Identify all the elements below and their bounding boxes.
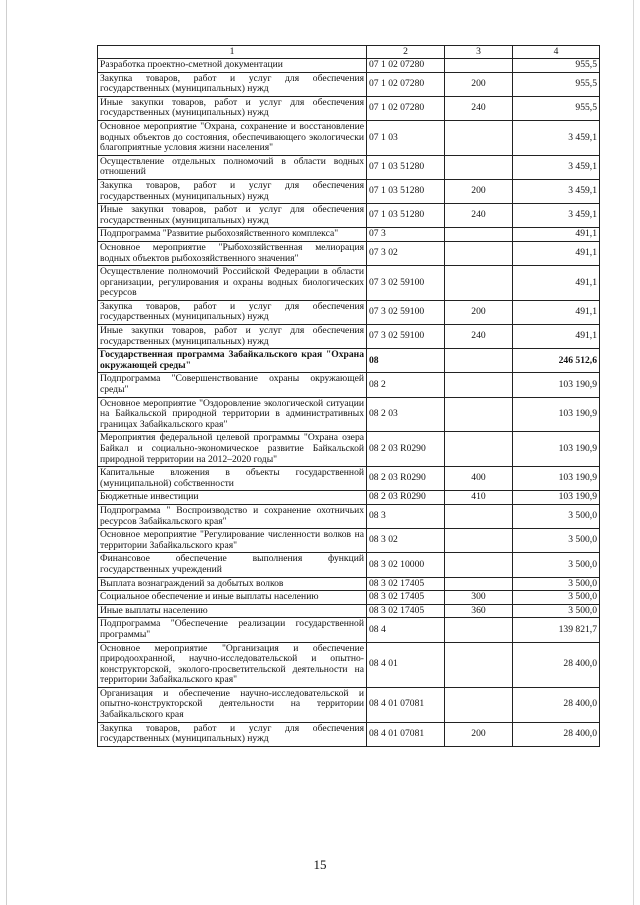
row-code: 07 1 03 51280	[367, 179, 445, 203]
header-col-1: 1	[98, 46, 367, 59]
row-amount: 103 190,9	[513, 397, 600, 432]
row-code: 07 1 02 07280	[367, 59, 445, 73]
header-row	[98, 46, 600, 59]
row-code: 08 2 03	[367, 397, 445, 432]
row-code: 08 4 01 07081	[367, 722, 445, 746]
table-row	[98, 241, 600, 265]
row-name: Подпрограмма "Обеспечение реализации государственной программы"	[98, 618, 367, 642]
row-code: 08 4 01 07081	[367, 687, 445, 722]
row-code: 08 3	[367, 504, 445, 528]
table-row	[98, 529, 600, 553]
row-amount: 491,1	[513, 300, 600, 324]
row-code: 08 4	[367, 618, 445, 642]
scan-edge-left	[6, 0, 7, 905]
row-name: Иные выплаты населению	[98, 604, 367, 618]
page-number: 15	[313, 857, 327, 872]
row-type	[445, 553, 513, 577]
row-amount: 3 500,0	[513, 504, 600, 528]
row-type	[445, 642, 513, 687]
row-code: 08	[367, 349, 445, 373]
row-type	[445, 155, 513, 179]
table-row	[98, 373, 600, 397]
row-name: Иные закупки товаров, работ и услуг для обеспечения государственных (муниципальных) нужд	[98, 204, 367, 228]
table-row	[98, 397, 600, 432]
row-name: Закупка товаров, работ и услуг для обеспечения государственных (муниципальных) нужд	[98, 72, 367, 96]
row-type: 360	[445, 604, 513, 618]
row-name: Подпрограмма "Совершенствование охраны окружающей среды"	[98, 373, 367, 397]
row-type	[445, 577, 513, 591]
row-amount: 491,1	[513, 228, 600, 242]
row-code: 07 1 03	[367, 120, 445, 155]
row-amount: 3 500,0	[513, 529, 600, 553]
row-name: Подпрограмма "Развитие рыбохозяйственного комплекса"	[98, 228, 367, 242]
row-type	[445, 120, 513, 155]
scan-edge-right	[633, 0, 634, 905]
table-row	[98, 179, 600, 203]
row-code: 07 1 02 07280	[367, 96, 445, 120]
row-amount: 3 500,0	[513, 553, 600, 577]
row-type: 200	[445, 72, 513, 96]
header-col-2: 2	[367, 46, 445, 59]
row-type: 410	[445, 491, 513, 505]
row-name: Основное мероприятие "Рыбохозяйственная мелиорация водных объектов рыбохозяйственного значения"	[98, 241, 367, 265]
row-amount: 491,1	[513, 325, 600, 349]
table-row	[98, 325, 600, 349]
row-amount: 3 459,1	[513, 204, 600, 228]
table-row	[98, 120, 600, 155]
row-amount: 103 190,9	[513, 467, 600, 491]
row-amount: 491,1	[513, 266, 600, 301]
row-amount: 3 500,0	[513, 577, 600, 591]
row-name: Социальное обеспечение и иные выплаты населению	[98, 591, 367, 605]
table-row	[98, 504, 600, 528]
row-type: 300	[445, 591, 513, 605]
row-amount: 3 459,1	[513, 155, 600, 179]
row-code: 08 3 02 17405	[367, 604, 445, 618]
row-amount: 3 459,1	[513, 120, 600, 155]
row-name: Капитальные вложения в объекты государственной (муниципальной) собственности	[98, 467, 367, 491]
row-code: 08 3 02 17405	[367, 577, 445, 591]
row-amount: 28 400,0	[513, 722, 600, 746]
row-code: 08 4 01	[367, 642, 445, 687]
row-amount: 28 400,0	[513, 687, 600, 722]
table-row	[98, 553, 600, 577]
row-amount: 3 459,1	[513, 179, 600, 203]
row-amount: 28 400,0	[513, 642, 600, 687]
row-name: Закупка товаров, работ и услуг для обеспечения государственных (муниципальных) нужд	[98, 179, 367, 203]
row-amount: 139 821,7	[513, 618, 600, 642]
row-code: 07 1 03 51280	[367, 155, 445, 179]
table-row	[98, 591, 600, 605]
row-amount: 103 190,9	[513, 373, 600, 397]
row-amount: 955,5	[513, 59, 600, 73]
row-type	[445, 59, 513, 73]
header-col-4: 4	[513, 46, 600, 59]
table-row	[98, 467, 600, 491]
table-row	[98, 96, 600, 120]
row-name: Основное мероприятие "Оздоровление экологической ситуации на Байкальской природной территории в административных границах Забайкальского края"	[98, 397, 367, 432]
row-type: 240	[445, 325, 513, 349]
table-row	[98, 722, 600, 746]
table-row	[98, 59, 600, 73]
row-type	[445, 228, 513, 242]
row-code: 07 3 02 59100	[367, 300, 445, 324]
row-name: Подпрограмма " Воспроизводство и сохранение охотничьих ресурсов Забайкальского края"	[98, 504, 367, 528]
table-row	[98, 349, 600, 373]
row-name: Основное мероприятие "Охрана, сохранение и восстановление водных объектов до состояния, обеспечивающего экологически благоприятные условия жизни населения"	[98, 120, 367, 155]
row-amount: 955,5	[513, 72, 600, 96]
row-type	[445, 687, 513, 722]
row-name: Иные закупки товаров, работ и услуг для обеспечения государственных (муниципальных) нужд	[98, 96, 367, 120]
table-row	[98, 577, 600, 591]
row-type	[445, 397, 513, 432]
table-row	[98, 228, 600, 242]
row-type: 240	[445, 96, 513, 120]
row-name: Закупка товаров, работ и услуг для обеспечения государственных (муниципальных) нужд	[98, 300, 367, 324]
row-type	[445, 432, 513, 467]
row-name: Осуществление полномочий Российской Федерации в области организации, регулирования и охраны водных биологических ресурсов	[98, 266, 367, 301]
row-type	[445, 349, 513, 373]
row-code: 07 3 02	[367, 241, 445, 265]
row-code: 07 3 02 59100	[367, 266, 445, 301]
row-name: Осуществление отдельных полномочий в области водных отношений	[98, 155, 367, 179]
row-code: 07 1 03 51280	[367, 204, 445, 228]
row-name: Закупка товаров, работ и услуг для обеспечения государственных (муниципальных) нужд	[98, 722, 367, 746]
row-type	[445, 529, 513, 553]
table-row	[98, 432, 600, 467]
row-type	[445, 266, 513, 301]
row-type: 240	[445, 204, 513, 228]
table-row	[98, 155, 600, 179]
row-amount: 955,5	[513, 96, 600, 120]
table-row	[98, 604, 600, 618]
budget-table	[97, 45, 600, 747]
row-type	[445, 618, 513, 642]
row-amount: 3 500,0	[513, 591, 600, 605]
row-type	[445, 373, 513, 397]
row-type	[445, 241, 513, 265]
row-name: Основное мероприятие "Организация и обеспечение природоохранной, научно-исследовательской и опытно-конструкторской, эколого-просветительской деятельности на территории Забайкальского края"	[98, 642, 367, 687]
row-code: 08 2	[367, 373, 445, 397]
row-amount: 103 190,9	[513, 432, 600, 467]
table-row	[98, 687, 600, 722]
row-amount: 3 500,0	[513, 604, 600, 618]
row-name: Выплата вознаграждений за добытых волков	[98, 577, 367, 591]
row-type	[445, 504, 513, 528]
table-row	[98, 204, 600, 228]
row-code: 07 1 02 07280	[367, 72, 445, 96]
row-name: Разработка проектно-сметной документации	[98, 59, 367, 73]
row-name: Бюджетные инвестиции	[98, 491, 367, 505]
row-code: 08 2 03 R0290	[367, 467, 445, 491]
table-row	[98, 72, 600, 96]
table-row	[98, 300, 600, 324]
row-name: Организация и обеспечение научно-исследовательской и опытно-конструкторской деятельности на территории Забайкальского края	[98, 687, 367, 722]
row-code: 08 2 03 R0290	[367, 491, 445, 505]
table-row	[98, 491, 600, 505]
row-name: Основное мероприятие "Регулирование численности волков на территории Забайкальского края"	[98, 529, 367, 553]
row-code: 07 3 02 59100	[367, 325, 445, 349]
row-amount: 246 512,6	[513, 349, 600, 373]
row-code: 07 3	[367, 228, 445, 242]
row-type: 400	[445, 467, 513, 491]
row-name: Финансовое обеспечение выполнения функций государственных учреждений	[98, 553, 367, 577]
row-type: 200	[445, 722, 513, 746]
row-name: Иные закупки товаров, работ и услуг для обеспечения государственных (муниципальных) нужд	[98, 325, 367, 349]
row-type: 200	[445, 300, 513, 324]
table-row	[98, 642, 600, 687]
row-amount: 103 190,9	[513, 491, 600, 505]
row-amount: 491,1	[513, 241, 600, 265]
row-code: 08 3 02	[367, 529, 445, 553]
table-row	[98, 266, 600, 301]
table-row	[98, 618, 600, 642]
row-code: 08 3 02 17405	[367, 591, 445, 605]
row-code: 08 3 02 10000	[367, 553, 445, 577]
row-name: Государственная программа Забайкальского края "Охрана окружающей среды"	[98, 349, 367, 373]
row-type: 200	[445, 179, 513, 203]
row-name: Мероприятия федеральной целевой программы "Охрана озера Байкал и социально-экономическое развитие Байкальской природной территории на 2012–2020 годы"	[98, 432, 367, 467]
row-code: 08 2 03 R0290	[367, 432, 445, 467]
header-col-3: 3	[445, 46, 513, 59]
